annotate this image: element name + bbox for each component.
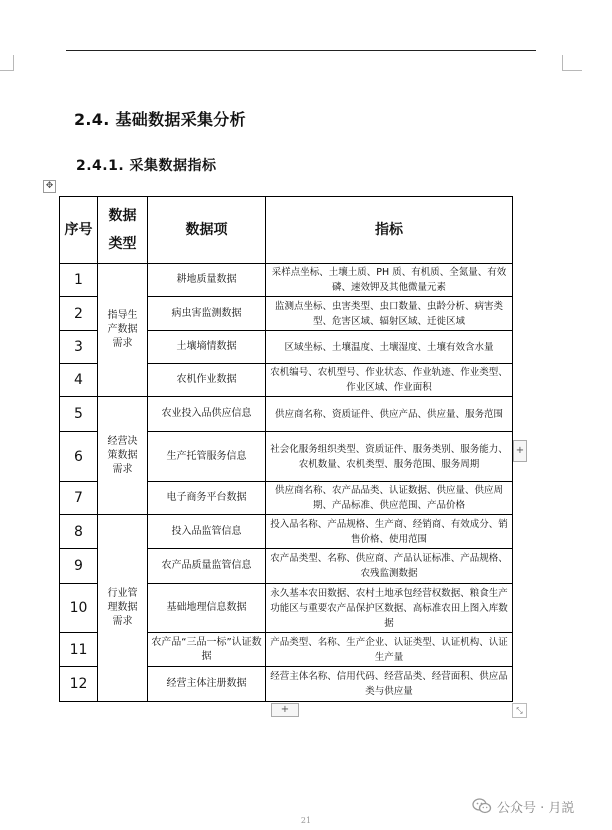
row-number: 11 [60, 633, 98, 667]
row-number: 9 [60, 549, 98, 584]
subsection-heading: 2.4.1. 采集数据指标 [76, 158, 217, 174]
crop-mark-top-left-vertical [13, 55, 14, 71]
indicator: 农机编号、农机型号、作业状态、作业轨迹、作业类型、作业区域、作业面积 [266, 364, 513, 397]
data-indicator-table [59, 196, 513, 702]
indicator: 供应商名称、资质证件、供应产品、供应量、服务范围 [266, 397, 513, 432]
data-item: 耕地质量数据 [148, 264, 266, 297]
data-item: 农产品“三品一标”认证数据 [148, 633, 266, 667]
add-column-button[interactable]: + [513, 440, 527, 462]
wechat-icon [472, 798, 492, 814]
row-number: 8 [60, 515, 98, 549]
crop-mark-top-right-vertical [562, 55, 563, 71]
header-item: 数据项 [148, 197, 266, 264]
row-number: 10 [60, 584, 98, 633]
indicator: 社会化服务组织类型、资质证件、服务类别、服务能力、农机数量、农机类型、服务范围、服务周期 [266, 432, 513, 482]
data-item: 土壤墒情数据 [148, 331, 266, 364]
data-item: 电子商务平台数据 [148, 482, 266, 515]
add-row-button[interactable]: + [271, 703, 299, 717]
indicator: 监测点坐标、虫害类型、虫口数量、虫龄分析、病害类型、危害区域、辐射区域、迁徙区域 [266, 297, 513, 331]
indicator: 区域坐标、土壤温度、土壤湿度、土壤有效含水量 [266, 331, 513, 364]
indicator: 供应商名称、农产品品类、认证数据、供应量、供应周期、产品标准、供应范围、产品价格 [266, 482, 513, 515]
header-indicator: 指标 [266, 197, 513, 264]
row-number: 1 [60, 264, 98, 297]
indicator: 产品类型、名称、生产企业、认证类型、认证机构、认证生产量 [266, 633, 513, 667]
data-item: 经营主体注册数据 [148, 667, 266, 702]
data-item: 农机作业数据 [148, 364, 266, 397]
category-cell: 指导生产数据需求 [98, 264, 148, 397]
indicator: 采样点坐标、土壤土质、PH 质、有机质、全氮量、有效磷、速效钾及其他微量元素 [266, 264, 513, 297]
header-type: 数据类型 [98, 197, 148, 264]
indicator: 永久基本农田数据、农村土地承包经营权数据、粮食生产功能区与重要农产品保护区数据、高标准农田上图入库数据 [266, 584, 513, 633]
indicator: 农产品类型、名称、供应商、产品认证标准、产品规格、农残监测数据 [266, 549, 513, 584]
indicator: 投入品名称、产品规格、生产商、经销商、有效成分、销售价格、使用范围 [266, 515, 513, 549]
data-item: 生产托管服务信息 [148, 432, 266, 482]
header-no: 序号 [60, 197, 98, 264]
watermark-text: 公众号 · 月説 [497, 800, 575, 816]
row-number: 4 [60, 364, 98, 397]
section-heading: 2.4. 基础数据采集分析 [74, 110, 246, 129]
table-header-row [60, 197, 513, 264]
watermark [472, 796, 574, 816]
page-number: 21 [300, 816, 312, 825]
data-item: 投入品监管信息 [148, 515, 266, 549]
row-number: 3 [60, 331, 98, 364]
crop-mark-top-left-horizontal [0, 70, 13, 71]
table-resize-handle-icon[interactable]: ⤡ [512, 703, 527, 718]
row-number: 12 [60, 667, 98, 702]
table-row [60, 264, 513, 297]
row-number: 6 [60, 432, 98, 482]
row-number: 7 [60, 482, 98, 515]
crop-mark-top-right-horizontal [562, 70, 582, 71]
indicator: 经营主体名称、信用代码、经营品类、经营面积、供应品类与供应量 [266, 667, 513, 702]
row-number: 2 [60, 297, 98, 331]
header-rule [66, 50, 536, 51]
category-cell: 行业管理数据需求 [98, 515, 148, 702]
data-item: 农产品质量监管信息 [148, 549, 266, 584]
data-item: 病虫害监测数据 [148, 297, 266, 331]
table-row [60, 397, 513, 432]
category-cell: 经营决策数据需求 [98, 397, 148, 515]
row-number: 5 [60, 397, 98, 432]
data-item: 基础地理信息数据 [148, 584, 266, 633]
table-row [60, 515, 513, 549]
data-item: 农业投入品供应信息 [148, 397, 266, 432]
table-move-handle-icon[interactable]: ✥ [43, 180, 56, 193]
